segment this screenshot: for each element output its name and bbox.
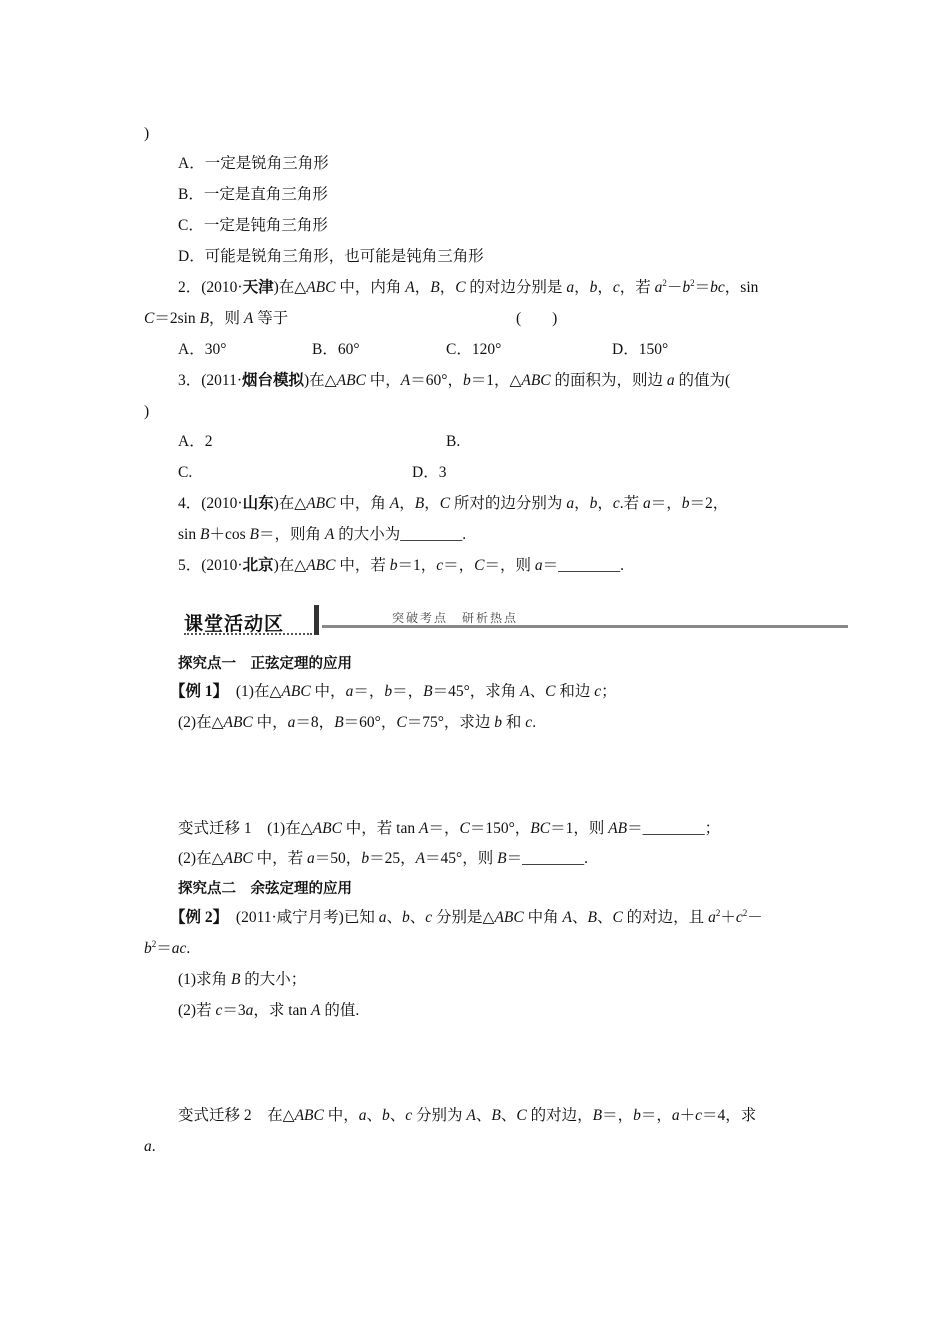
section-2-heading: 探究点二 余弦定理的应用 [178,881,352,897]
q3-bracket-tail: ) [144,403,150,420]
example-2-part-1: (1)求角 B 的大小； [178,971,307,988]
q2-option-a: A．30° [178,341,227,358]
variation-2-line-1: 变式迁移 2 在△ABC 中，a、b、c 分别为 A、B、C 的对边，B＝，b＝，a＋c＝4，求 [178,1107,757,1124]
q1-option-d: D．可能是锐角三角形，也可能是钝角三角形 [178,248,484,265]
q2-option-c: C．120° [446,341,502,358]
q1-option-a: A．一定是锐角三角形 [178,155,329,172]
banner-subtitle: 突破考点 研析热点 [392,611,519,625]
q2-option-d: D．150° [612,341,669,358]
q3-option-c: C. [178,464,193,481]
example-2-part-2: (2)若 c＝3a，求 tan A 的值. [178,1002,360,1019]
q3-option-a: A．2 [178,433,213,450]
q1-bracket-tail: ) [144,125,150,142]
banner-divider-bar [314,605,319,635]
q4-line-1: 4．(2010·山东)在△ABC 中，角 A，B，C 所对的边分别为 a，b，c.若 a＝，b＝2， [178,495,729,512]
q4-line-2: sin B＋cos B＝，则角 A 的大小为________. [178,526,467,543]
variation-2-line-2: a. [144,1138,156,1155]
q2-answer-bracket: ( ) [516,310,558,327]
banner-dotted-underline [184,633,312,635]
example-1-line-2: (2)在△ABC 中，a＝8，B＝60°，C＝75°，求边 b 和 c. [178,714,537,731]
example-2-line-1: 【例 2】 (2011·咸宁月考)已知 a、b、c 分别是△ABC 中角 A、B、C 的对边，且 $a^2+c^2-$ [170,908,763,926]
section-banner [176,603,848,637]
variation-1-line-1: 变式迁移 1 (1)在△ABC 中，若 tan A＝，C＝150°，BC＝1，则 AB＝________； [178,820,721,837]
q5-line-1: 5．(2010·北京)在△ABC 中，若 b＝1，c＝，C＝，则 a＝________. [178,557,625,574]
q2-line-2: C＝2sin B，则 A 等于 [144,310,289,327]
banner-title: 课堂活动区 [184,613,285,635]
example-1-line-1: 【例 1】 (1)在△ABC 中，a＝，b＝，B＝45°，求角 A、C 和边 c； [170,683,617,700]
q2-line-1: 2．(2010·天津)在△ABC 中，内角 A，B，C 的对边分别是 a，b，c，若 $a^2-b^2=bc$，sin [178,278,759,296]
example-2-line-2: $b^2=ac$. [144,939,191,957]
variation-1-line-2: (2)在△ABC 中，若 a＝50，b＝25，A＝45°，则 B＝________. [178,850,588,867]
q1-option-c: C．一定是钝角三角形 [178,217,328,234]
q3-option-d: D．3 [412,464,447,481]
q3-line-1: 3．(2011·烟台模拟)在△ABC 中，A＝60°，b＝1，△ABC 的面积为，则边 a 的值为( [178,372,731,389]
q1-option-b: B．一定是直角三角形 [178,186,328,203]
q2-option-b: B．60° [312,341,360,358]
section-1-heading: 探究点一 正弦定理的应用 [178,656,352,672]
q3-option-b: B. [446,433,461,450]
